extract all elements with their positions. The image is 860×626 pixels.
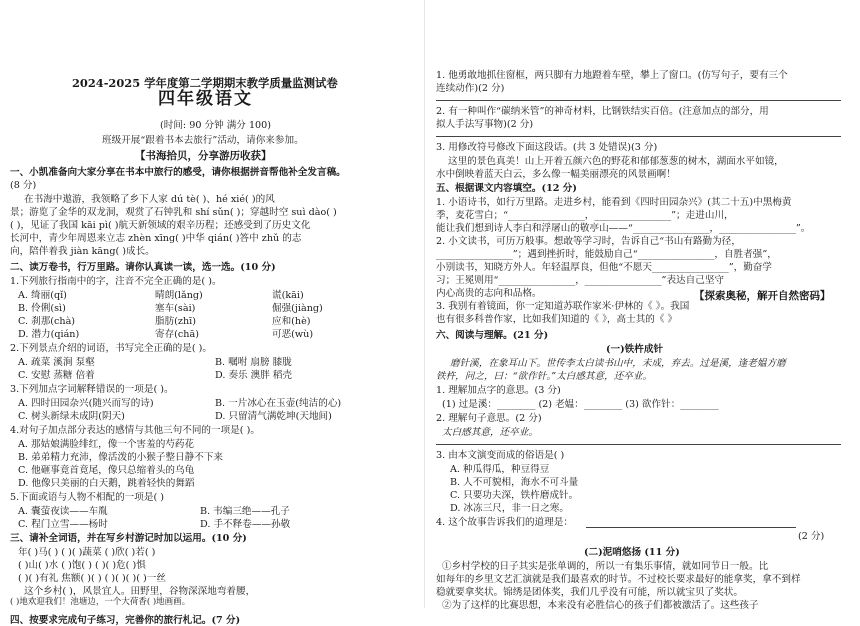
r-q3: 3. 用修改符号修改下面这段话。(共 3 处错误)(3 分) [436,142,658,153]
part3-row: 年( )马( ) ( )( )蔬菜 ( )欣( )若( ) [18,547,156,558]
part1-line: 长河中，青少年周恩来立志 zhèn xīng( )中华 qián( )答中 zhǔ 的志 [10,233,302,244]
r1-q4: 4. 这个故事告诉我们的道理是： [436,517,573,528]
part5-line: 也有很多科普作家，比如我们知道的《 》，高士其的《 》 [436,314,678,325]
exam-title: 2024-2025 学年度第二学期期末教学质量监测试卷 [72,76,338,90]
reading1-text: 铁杵，问之，曰：“欲作针。”太白感其意，还卒业。 [436,371,653,382]
section-banner-2: 【探索奥秘，解开自然密码】 [694,290,831,302]
reading2-text: ②为了这样的比赛思想，本来没有必胜信心的孩子们都被激活了。这些孩子 [442,600,759,611]
r1-q1: 1. 理解加点字的意思。(3 分) [436,385,561,396]
r-q1-line: 连续动作)(2 分) [436,83,505,94]
r-q2-line: 拟人手法写事物)(2 分) [436,119,534,130]
q1-opt-b: 倔强(jiàng) [272,303,323,314]
q2-opt-row: B. 嘱咐 扇膀 膝胧 [215,357,292,368]
r-q3-text: 这里的景色真美！山上开着五颜六色的野花和郁郁葱葱的树木，湖面水平如镜， [448,156,784,167]
q1-opt-b: 塞车(sài) [155,303,196,314]
answer-line [436,136,841,137]
reading2-text: ①乡村学校的日子其实是张单调的，所以一有集乐事情，就如同节日一般。比 [442,561,769,572]
exam-subject: 四年级语文 [158,89,253,109]
part6-title: 六、阅读与理解。(21 分) [436,330,549,341]
part5-line: 能让我们想到诗人李白和浮屠山的敬亭山——“________________，________________”。 [436,223,811,234]
part1-line: 向，陪伴着我 jiàn kāng( )成长。 [10,246,155,257]
q2-opt-row: C. 安慰 蒸糖 倍着 [18,370,95,381]
question-5: 5.下面或语与人物不相配的一项是( ) [10,492,165,503]
q4-option: C. 他砸事竟首竟尾，像只总缩着头的乌龟 [18,465,195,476]
q1-opt-a: 晴朗(lǎng) [155,290,203,301]
q1-opt-a: A. 绮丽(qǐ) [18,290,67,301]
r1-q2-text: 太白感其意，还卒业。 [442,427,538,438]
left-column [10,0,415,626]
answer-line [436,100,841,101]
r-q3-text: 水中倒映着蓝天白云，多么像一幅美丽漂亮的风景画啊！ [436,169,676,180]
r1-q2: 2. 理解句子意思。(2 分) [436,413,542,424]
r-q1-line: 1. 他勇敢地抓住窗框，两只脚有力地蹬着车壁，攀上了窗口。(仿写句子，要有三个 [436,70,788,81]
part5-line: 习；王冕则用“________________，________________”表达自己坚守 [436,275,725,286]
part1-score: (8 分) [10,180,37,191]
activity-intro: 班级开展“跟着书本去旅行”活动，请你来参加。 [102,135,304,146]
question-4: 4.对句子加点部分表达的感情与其他三句不同的一项是( )。 [10,425,260,436]
right-column [436,0,850,611]
q2-opt-row: A. 疏菜 溪涧 泵壑 [18,357,95,368]
part5-line: 2. 小文读书，可历万般事。想敢等学习时，告诉自己“书山有路勤为径， [436,236,741,247]
q3-opt-row: A. 四时田园杂兴(随兴而写的诗) [18,398,154,409]
part5-line: ________________”；遇到挫折时，能鼓励自己“________________，自胜者强”， [436,249,777,260]
section-banner: 【书海拾贝，分享游历收获】 [135,150,272,162]
part5-line: 1. 小语诗书，如行万里路。走进乡村，能看到《四时田园杂兴》(其二十五)中黑梅黄 [436,197,792,208]
part1-line: 景；游览了金华的双龙洞，观赏了石钟乳和 shí sǔn( )；穿越时空 suì dào( ) [10,207,337,218]
part5-line: 季，麦花雪白；“________________，________________”；走进山川， [436,210,734,221]
reading2-title: (二)泥哨悠扬 (11 分) [584,547,680,558]
question-1: 1.下列旅行指南中的字，注音不完全正确的是( )。 [10,276,222,287]
q1-opt-c: 脂肪(zhī) [155,316,196,327]
question-2: 2.下列景点介绍的词语，书写完全正确的是( )。 [10,343,212,354]
part3-row: ( )( )有礼 焦额( )( ) ( )( )( )( )一丝 [18,573,166,584]
q1-opt-d: D. 潜力(qián) [18,329,80,340]
q1-opt-c: C. 刹那(chà) [18,316,76,327]
r-q2-line: 2. 有一种叫作“碳纳米管”的神奇材料，比钢铁结实百倍。(注意加点的部分，用 [436,106,769,117]
part3-title: 三、请补全词语，并在写乡村游记时加以运用。(10 分) [10,533,247,544]
r1-q3-opt: A. 种瓜得瓜，种豆得豆 [450,464,550,475]
answer-line [586,527,796,528]
reading1-title: (一)铁杵成针 [606,344,664,355]
part5-line: 小别读书，知晓方外人。年轻温厚良，但他“不愿天________________”，勤奋学 [436,262,772,273]
part1-title: 一、小凯准备向大家分享在书本中旅行的感受，请你根据拼音帮他补全发言稿。 [10,167,346,178]
r1-q3-opt: D. 冰冻三尺，非一日之寒。 [450,503,569,514]
r1-q3-opt: B. 人不可貌相，海水不可斗量 [450,477,579,488]
r1-q4-score: (2 分) [798,531,825,542]
r1-q3: 3. 由本文演变而成的俗语是( ) [436,450,565,461]
part3-row: ( )地欢迎我们！池塘边，一个大荷香( )地画画。 [10,597,191,607]
part2-title: 二、读万卷书，行万里路。请你认真读一读，选一选。(10 分) [10,262,276,273]
part3-row: 这个乡村( )，风景宜人。田野里，谷物深深地弯着腰， [24,586,256,597]
q3-opt-row: C. 树头新绿未成阴(阴天) [18,411,125,422]
time-info: (时间: 90 分钟 满分 100) [160,120,271,131]
q1-opt-b: B. 伶俐(sì) [18,303,66,314]
answer-line [436,444,841,445]
q1-opt-c: 应和(hè) [272,316,311,327]
q3-opt-row: D. 只留清气满乾坤(天地间) [215,411,332,422]
reading1-text: 磨针溪，在象耳山下。世传李太白读书山中，未成，弃去。过是溪，逢老媪方磨 [450,358,786,369]
r1-q1-items: (1) 过是溪：________ (2) 老媪：________ (3) 欲作针：________ [442,399,719,410]
q4-option: A. 那姑娘满脸绯红，像一个害羞的芍药花 [18,439,195,450]
part1-line: 在书海中遨游，我领略了乡下人家 dú tè( )、hé xié( )的风 [24,194,275,205]
q5-opt-row: B. 韦编三绝——孔子 [200,506,290,517]
q4-option: D. 他像只美丽的白天鹅，跳着轻快的舞蹈 [18,478,195,489]
q2-opt-row: D. 奏乐 澳胖 稻壳 [215,370,293,381]
reading2-text: 如每年的乡里文艺汇演就是我们最喜欢的时节。不过校长要求最好的能拿奖，拿不到样 [436,574,801,585]
page-divider [424,0,425,608]
part3-row: ( )山( )水 ( )饱( ) ( )( )危( )惧 [18,560,146,571]
part5-title: 五、根据课文内容填空。(12 分) [436,183,577,194]
q4-option: B. 弟弟精力充沛，像活泼的小猴子整日静不下来 [18,452,224,463]
q1-opt-d: 寄存(chā) [155,329,199,340]
part5-line: 内心高贵的志向和品格。 [436,288,542,299]
q5-opt-row: A. 囊萤夜读——车胤 [18,506,108,517]
part4-title: 四、按要求完成句子练习，完善你的旅行札记。(7 分) [10,615,241,626]
q1-opt-d: 可恶(wù) [272,329,314,340]
question-3: 3.下列加点字词解释错误的一项是( )。 [10,384,174,395]
reading2-text: 稳就要拿奖状。锦绣是团体奖，我们几乎没有可能，所以就宝贝了奖状。 [436,587,743,598]
q5-opt-row: D. 手不释卷——孙敬 [200,519,291,530]
part1-line: ( )，见证了我国 kāi pì( )航天新领域的艰辛历程；还感受到了历史文化 [10,220,311,231]
q5-opt-row: C. 程门立雪——杨时 [18,519,108,530]
q3-opt-row: B. 一片冰心在玉壶(纯洁的心) [215,398,342,409]
part5-line: 3. 我别有着镜面，你一定知道苏联作家米·伊林的《 》。我国 [436,301,690,312]
r1-q3-opt: C. 只要功夫深，铁杵磨成针。 [450,490,579,501]
q1-opt-a: 谎(kāi) [272,290,304,301]
